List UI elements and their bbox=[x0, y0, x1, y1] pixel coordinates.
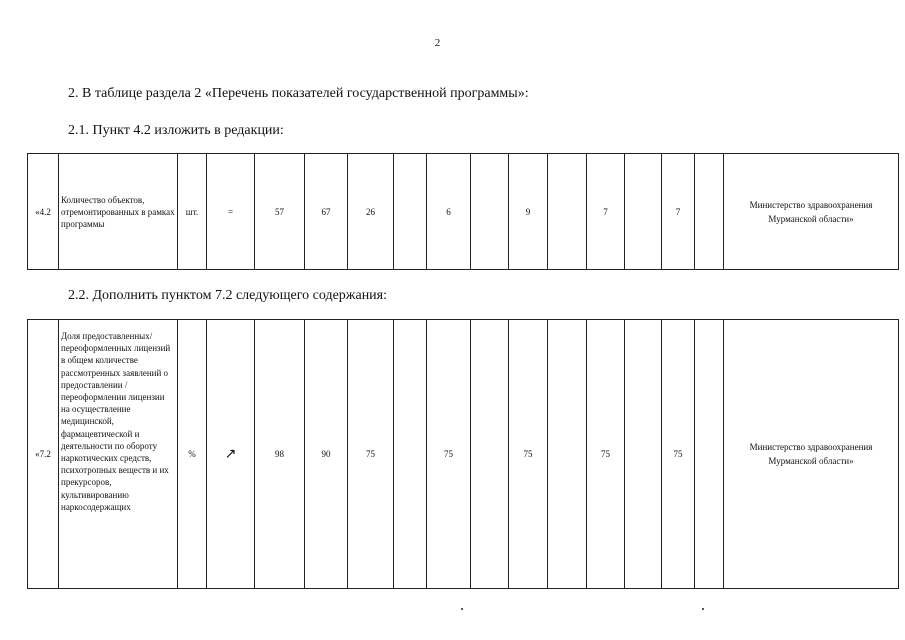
table-row bbox=[28, 320, 899, 589]
responsible-ministry: Министерство здравоохранения Мурманской области» bbox=[724, 320, 899, 589]
row-number: «4.2 bbox=[28, 154, 59, 270]
value-cell bbox=[548, 154, 587, 270]
value-cell bbox=[695, 154, 724, 270]
value-cell bbox=[625, 320, 662, 589]
value-cell bbox=[695, 320, 724, 589]
row-number: «7.2 bbox=[28, 320, 59, 589]
indicator-name: Доля предоставленных/ переоформленных лицензий в общем количестве рассмотренных заявлений о предоставлении / переоформлении лицензии на осуществление медицинской, фармацевтической и деятельности по обороту наркотических средств, психотропных веществ и их прекурсоров, культивированию наркосодержащих bbox=[59, 320, 178, 589]
value-cell: 90 bbox=[305, 320, 348, 589]
value-cell: 75 bbox=[662, 320, 695, 589]
value-cell: 75 bbox=[587, 320, 625, 589]
page-number: 2 bbox=[434, 37, 441, 49]
value-cell: 98 bbox=[255, 320, 305, 589]
value-cell: 57 bbox=[255, 154, 305, 270]
value-cell bbox=[394, 154, 427, 270]
value-cell: 67 bbox=[305, 154, 348, 270]
scan-speck bbox=[461, 608, 463, 610]
value-cell: 7 bbox=[662, 154, 695, 270]
indicator-name: Количество объектов, отремонтированных в рамках программы bbox=[59, 154, 178, 270]
indicator-table-7-2 bbox=[27, 319, 899, 589]
value-cell: 75 bbox=[427, 320, 471, 589]
paragraph-item-2-1: 2.1. Пункт 4.2 изложить в редакции: bbox=[68, 123, 284, 138]
value-cell bbox=[471, 154, 509, 270]
value-cell: 75 bbox=[509, 320, 548, 589]
value-cell: 75 bbox=[348, 320, 394, 589]
value-cell: 26 bbox=[348, 154, 394, 270]
value-cell bbox=[625, 154, 662, 270]
value-cell: 7 bbox=[587, 154, 625, 270]
indicator-table-4-2 bbox=[27, 153, 899, 270]
responsible-ministry: Министерство здравоохранения Мурманской области» bbox=[724, 154, 899, 270]
value-cell bbox=[471, 320, 509, 589]
value-cell bbox=[548, 320, 587, 589]
direction-cell: = bbox=[207, 154, 255, 270]
value-cell bbox=[394, 320, 427, 589]
table-row bbox=[28, 154, 899, 270]
value-cell: 6 bbox=[427, 154, 471, 270]
value-cell: 9 bbox=[509, 154, 548, 270]
direction-cell: ↗ bbox=[207, 320, 255, 589]
scan-speck bbox=[702, 608, 704, 610]
paragraph-item-2-2: 2.2. Дополнить пунктом 7.2 следующего содержания: bbox=[68, 288, 388, 303]
unit-cell: шт. bbox=[178, 154, 207, 270]
unit-cell: % bbox=[178, 320, 207, 589]
paragraph-section-2: 2. В таблице раздела 2 «Перечень показателей государственной программы»: bbox=[68, 86, 529, 101]
